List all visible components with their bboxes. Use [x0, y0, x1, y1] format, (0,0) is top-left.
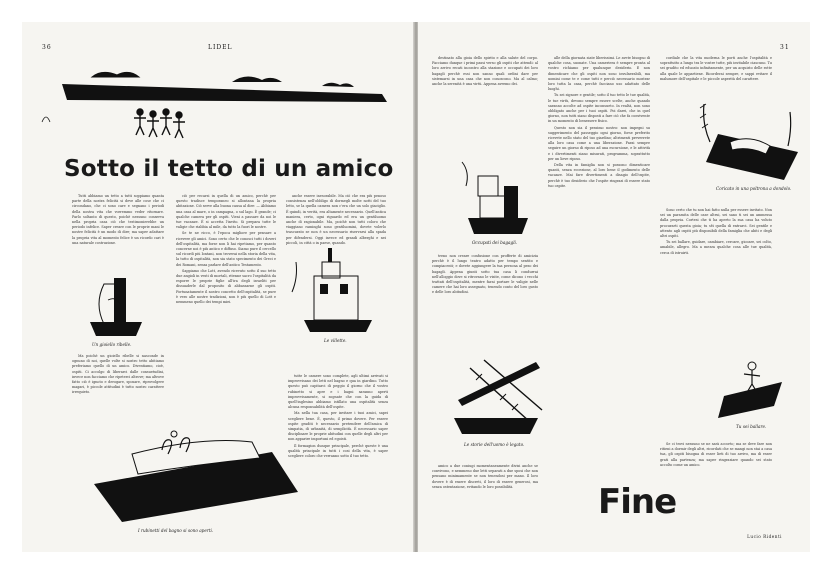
caption-gioiello: Un gioiello ribelle. [92, 342, 132, 347]
magazine-spread [22, 22, 810, 552]
paragraph: Ma poichè un gioiello ribelle si nasconde in ognuno di noi, quelle volte si nostro tetto abitiamo preferiamo quello di un amico. Diventiamo, cioè, ospiti. Ci accolgo di liberarci dalle consuetudini, invece non facciamo che ripeterci altrove; ma altrove fatto ciò è ignoto e derogare, sposare, riprovolgere magari, è piccole attitudini è tutto nostro carattere irrequieto. [72, 354, 164, 395]
bath-illustration [22, 22, 414, 552]
magazine-name: LIDEL [208, 44, 233, 51]
paragraph: alle della giornata siate liberissimi. Le avete bisogno di qualche cosa, suonate. Una cameriera è sempre pronta al vostro richiamo per qualunque desiderio. E non dimenticare che gli ospiti non sono invulnerabili, ma uomini come te e come tutti e perciò necessario mostrar loro tutta la casa, perchè facciano uso adattato delle luoghi. [548, 56, 650, 92]
paragraph: anche essere inesorabile. Ma ciò che era più penoso consistenza nell'obbligo di dormegli molte notti del tuo letto, se la quella camera non c'era che un solo giaciglio. È quindi, in verità, era altamente necessario. Quell'antica maniera, certo, ogni riguardo ed era un gentiluomo anche di ragionabile. Ma, poichè non tutti coloro che viaggiano raminghi sono gentiluomini, dovete volerlo trascurato se non è un necessario riservarsi alla spada per difendersi. Oggi invece ed grandi alberghi e nei piccoli, in città o in paese, quando. [286, 194, 386, 245]
left-page [22, 22, 414, 552]
page-number-left: 36 [42, 44, 52, 51]
article-title: Sotto il tetto di un amico [64, 156, 394, 182]
ballare-illustration [418, 22, 810, 552]
paragraph: Ma nella tua casa, per invitare i tuoi amici, sapei scegliere bene. È, questo, il primo dovere. Per essere ospite graditi è necessario pretendere dell'amica di simpatia, di urbanità, di semplicità. È necessario saper disciplinare le proprie abitudini con quelle degli altri per non apparire importuni ed egoisti. [288, 411, 388, 442]
author-signature: Lucio Ridenti [747, 534, 782, 539]
caption-bagno: I rubinetti del bagno si sono aperti. [138, 528, 214, 533]
paragraph: Sappiamo che Lott, avendo ricevuto sotto il suo tetto due angioli in vesti di mortali, ritenne sacro l'ospitalità da esporre le proprie figlie all'ira degli israeliti per dissuaderle dal proposito di abbassarne gli ospiti. Fortunatamente il nostro concetto dell'ospitalità, se pure è vero alle nostre tradizioni, non è più quello di Lott e nemmeno quello dei tempi miei. [176, 268, 276, 305]
caption-storia: Le storie dell'uomo è legato. [464, 442, 525, 447]
paragraph: treno non creare confusione con profferte di amicizia perchè è il lungo teatro adatto per tempo sentito e compiacenti; e dovete aggiungere la tua persona al peso dei bagagli. Appena giunti sotto tua casa li condurrai nell'alloggio dove si ritrovano le visite, come dicono i vecchi trattati dell'ospitalità, mentre farai portare le valigie nelle camere che hai loro assegnato, tenendo conto del loro gusto e delle loro abitudini. [432, 254, 538, 295]
end-mark: Fine [598, 482, 677, 522]
caption-balleri: Tu sei ballare. [736, 424, 767, 429]
paragraph: Questo non sia il pessimo nostro: non impegni su suggerimento del passeggio ogni giorno, forse preferito ricevete nello stato del tuo giardino; altrimenti preverrete alla loro casa come a una liberazione. Farai sempre seguire un giorno di riposo ad una escursione, e le attività e i divertimenti siano misurati, programma, soprattutto per un lieve riposo. [548, 125, 650, 161]
caption-villino: Le villette. [324, 338, 347, 343]
paragraph: Tu sei ballare, guidare, cambiare, cercare, giocare, sei colto, amabile, allegro. Ma a mezza qualche cosa alle tue qualità, cerca di istruirti. [660, 240, 772, 255]
paragraph: Tu sei signore e gentile; sotto il tuo tetto le tue qualità, le tue virtù, devono sempre essere scelte, anche quando saranno accolte ad ospite inconsueto. In realtà, non sono obbligato anche per i tuoi ospiti. Poi darei, che in quel giorno, non tutti siano disposti a fare ciò che fa convivente in un momento di benessere fisico. [548, 93, 650, 124]
paragraph: Il formagion dunque principale, perchè queste è una qualità principale in tutti i cosi della vita, è saper scegliere coloro che verranno sotto il tuo tetto. [288, 443, 388, 459]
paragraph: Della vita in famiglia non si possono dimenticare quanti, senza eccezione, al loro bene il godimento delle vacanze. Mai fare divertimenti a disagio dell'ospite, perchè è tuo desiderio che l'ospite ringrazi di essere stato tuo ospite. [548, 163, 650, 188]
paragraph: Se ci trovi nessuno se ne sarà accorto; ma se deve fare non ritieni a dormir degli altri, ricordati che se mangi non stai a casa tua, gli ospiti bisogna di esser lieti di tuo arrivo, ma di esser grati alla partenza; ma saper ringraziare quando sei stato accolto come un amico. [660, 442, 772, 467]
page-number-right: 31 [780, 44, 790, 51]
caption-bagagli: Occupati dei bagagli. [472, 240, 518, 245]
paragraph: Se te ne ricco, è l'epoca migliore per pensare a ricevere gli amici. Sono certo che le conosci tutti i doveri dell'ospitalità, ma forse non li hai ripetiamo, per quanto concerne noi è più antico e diffuso. Siamo pure il cercello sul ricordi più lontani, non troverai nella storia della vita, la tutto di ospitalità, non sia stato specimento dei Greci e dei Romani, senza parlare dell'antico Testamento. [176, 231, 276, 267]
paragraph: amico a due coniugi momentaneamente divisi anche se convivono, e nemmeno due letti separati a due sposi che non pensano minimamente se non tenendosi per mano. Il loro dovere è di essere discreti, il loro di essere generosi, ma senza ostentazione, evitando le loro possibilità. [432, 464, 538, 489]
caption-poltrona: Coricato in una poltrona a dondolo. [716, 186, 792, 191]
right-page [418, 22, 810, 552]
paragraph: ciò per recarsi in quella di un amico, perchè per questo tradisce temporaneo si allontana la propria abitazione. Ciò serve alla buona causa al dire: — Abbiamo una casa al mare, o in campagna, o sul lago. È grande; ci qualche camera per gli ospiti. Vieni a passare da noi le tue vacanze. È si accetta l'invito. Si prepara tutte le valigie che riabbia al mile, da tutto la fuori le nostre. [176, 194, 276, 230]
paragraph: destinato alla gioia dello spirito e alla salute del corpo. Facciamo dunque i primi passi verso gli ospiti che attendi: al loro arrivo recati incontro alla stazione e occupati dei loro bagagli perchè essi non sanno quali ordini dare per sistemarsi in una casa che non conoscono. Ma al calmo; anche la serenità è una virtù. Appena avremo dei. [432, 56, 538, 87]
paragraph: tutte le camere sono complete, agli ultimi arrivati si improvvisano dei letti nel bagno e qua in giardino. Tutto questo può capitarci di peggio il giorno che il vostro rubinetto si apre e i bagni saranno aperti improvvisamente, si sognate che con la guida di quell'inglesino abbiamo istillato una ospitalità senza alcuna responsabilità dell'ospite. [288, 374, 388, 410]
paragraph: cordiale che la vita moderna le porti anche l'ospitalità e soprattutto a lungo tra le vostre tutte, più invitabile ciascuno. Tu sei gradito ed educato infinitamente, per un acquisto delle rotte alla quale le appartiene. Ricorderai sempre, e sappi evitare il malumore dell'ospitale e le piccole asperità del carattere. [660, 56, 772, 81]
paragraph: Tutti abbiamo un tetto a tutti soppiamo quanta parte della nostra felicità si deve alle cose che ci circondano, che ci sono care e segnano i periodi della nostra vita che vorremmo veder ritornare. Parlo soltanto di questo, poichè nessuno conserva nella propria casa ciò che testimonierebbe un periodo infelice. Saper creare con le proprie mani le nostre felicità è un modo di dire; ma saper adattare la propria vita al momento felice è un ricordo cari è una naturale costruzione. [72, 194, 164, 245]
paragraph: Sono certo che tu non hai fatto nulla per essere invitato. Non sei un parassita delle case altrui, sei sano ti sei un ammessa dalla propria. Cortesi che ti ha aperto la sua casa ha voluto procurarti questa gioia; tu sêi quella di entrarci. Sei gentile e attento agli ospiti più disponibili della famiglia che abiti e degli altri ospiti. [660, 208, 772, 239]
